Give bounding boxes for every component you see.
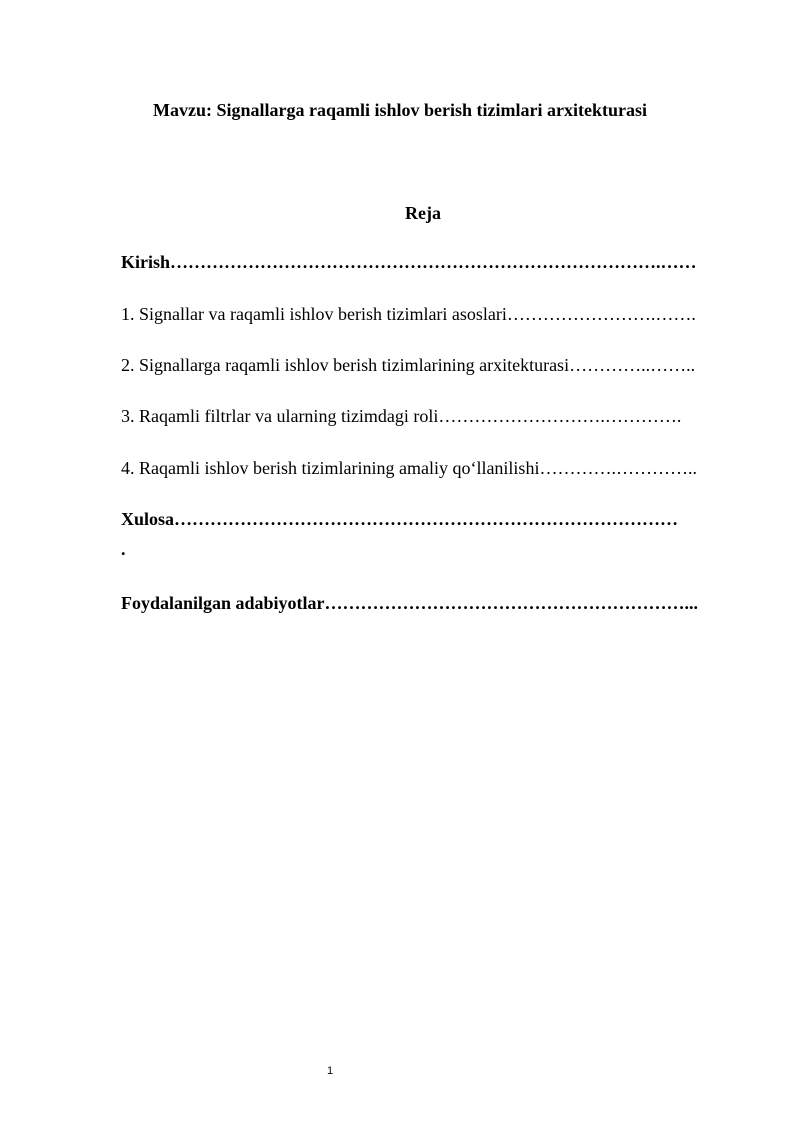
toc-entry-4: 4. Raqamli ishlov berish tizimlarining amaliy qo‘llanilishi………….…………..: [121, 458, 697, 478]
toc-entry-references: Foydalanilgan adabiyotlar……………………………………………………...: [121, 593, 699, 613]
toc-entry-conclusion: Xulosa…………………………………………………………………………: [121, 509, 679, 529]
toc-entry-intro: Kirish……………………………………………………………………….……: [121, 252, 697, 272]
page-number: 1: [326, 1065, 334, 1077]
toc-entry-conclusion-continuation: .: [121, 539, 126, 559]
document-title: Mavzu: Signallarga raqamli ishlov berish tizimlari arxitekturasi: [153, 100, 647, 120]
toc-entry-3: 3. Raqamli filtrlar va ularning tizimdagi roli……………………….………….: [121, 406, 682, 426]
plan-heading: Reja: [405, 203, 441, 223]
toc-entry-1: 1. Signallar va raqamli ishlov berish tizimlari asoslari…………………….…….: [121, 304, 696, 324]
toc-entry-2: 2. Signallarga raqamli ishlov berish tizimlarining arxitekturasi…………..……..: [121, 355, 696, 375]
